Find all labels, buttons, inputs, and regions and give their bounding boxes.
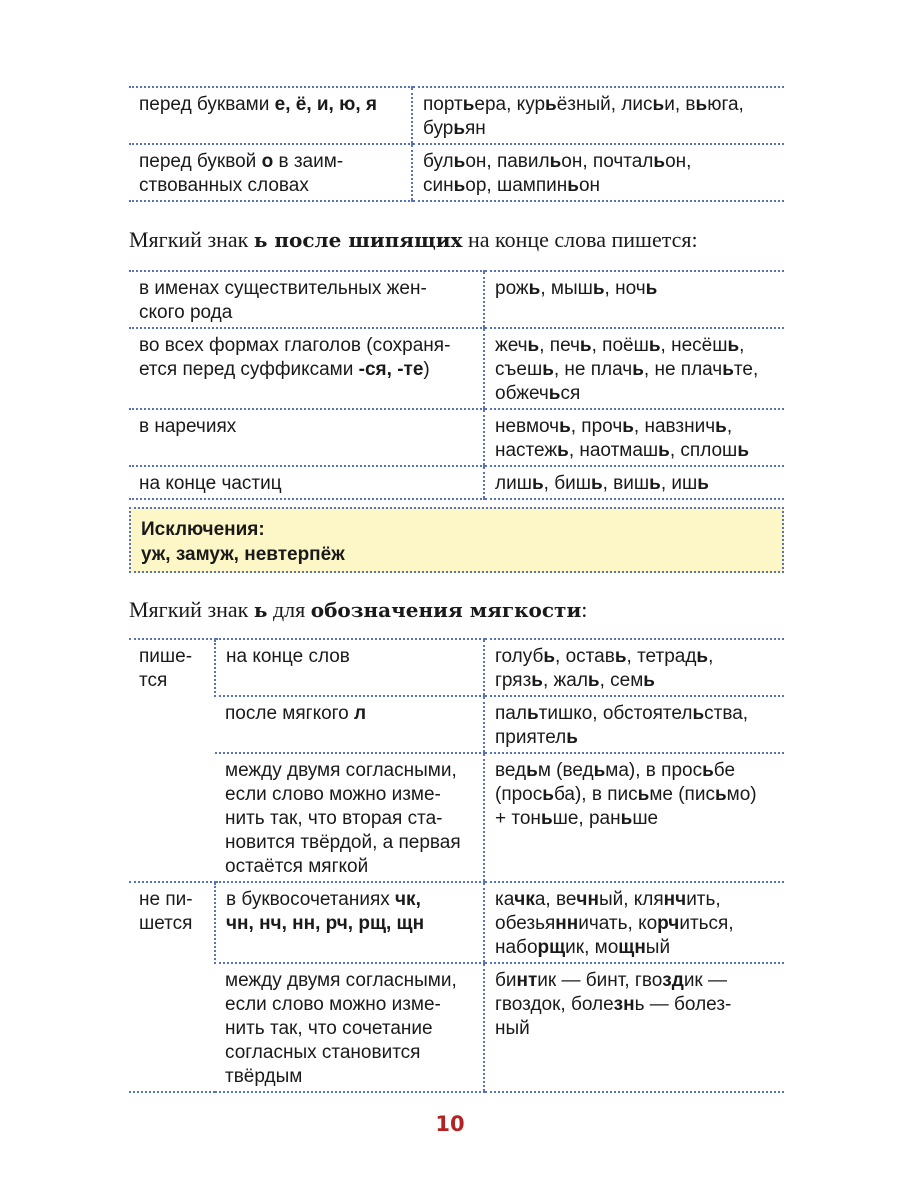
rule-condition: во всех формах глаголов (сохраня- ется перед суффиксами -ся, -те): [129, 328, 484, 409]
exceptions-box: [129, 507, 784, 573]
rule-examples: рожь, мышь, ночь: [484, 271, 784, 328]
group-label-not-written: не пи- шется: [129, 882, 215, 1092]
rule-examples: голубь, оставь, тетрадь, грязь, жаль, семь: [484, 639, 784, 696]
rule-condition: в наречиях: [129, 409, 484, 466]
table-row: [129, 639, 784, 696]
rule-examples: жечь, печь, поёшь, несёшь, съешь, не плачь, не плачьте, обжечься: [484, 328, 784, 409]
exceptions-words: уж, замуж, невтерпёж: [141, 544, 345, 565]
table-row: [129, 466, 784, 499]
rule-condition: на конце частиц: [129, 466, 484, 499]
rule-examples: бульон, павильон, почтальон, синьор, шампиньон: [412, 144, 784, 201]
rule-examples: бинтик — бинт, гвоздик — гвоздок, болезнь — болез- ный: [484, 963, 784, 1092]
table-row: [129, 328, 784, 409]
table-row: [129, 144, 784, 201]
table-row: [129, 87, 784, 144]
section-heading-softness: Мягкий знак ь для обозначения мягкости:: [129, 597, 588, 622]
rule-condition: перед буквой о в заим- ствованных словах: [129, 144, 412, 201]
page-number: 10: [435, 1112, 465, 1136]
rule-examples: ведьм (ведьма), в просьбе (просьба), в письме (письмо) + тоньше, раньше: [484, 753, 784, 882]
exceptions-title: Исключения:: [141, 519, 265, 540]
table-row: [129, 409, 784, 466]
soft-sign-softness-table: [129, 638, 784, 1093]
group-label-written: пише- тся: [129, 639, 215, 882]
table-row: [129, 963, 784, 1092]
rule-condition: между двумя согласными, если слово можно изме- нить так, что вторая ста- новится твёрдой, а первая остаётся мягкой: [215, 753, 484, 882]
rule-condition: на конце слов: [215, 639, 484, 696]
rule-examples: пальтишко, обстоятельства, приятель: [484, 696, 784, 753]
rule-examples: портьера, курьёзный, лисьи, вьюга, бурьян: [412, 87, 784, 144]
soft-sign-separating-table: [129, 86, 784, 202]
rule-condition: между двумя согласными, если слово можно изме- нить так, что сочетание согласных становится твёрдым: [215, 963, 484, 1092]
rule-examples: невмочь, прочь, навзничь, настежь, наотмашь, сплошь: [484, 409, 784, 466]
rule-examples: качка, вечный, клянчить, обезьянничать, корчиться, наборщик, мощный: [484, 882, 784, 963]
rule-condition: в буквосочетаниях чк, чн, нч, нн, рч, рщ, щн: [215, 882, 484, 963]
table-row: [129, 882, 784, 963]
section-heading-after-sibilants: Мягкий знак ь после шипящих на конце слова пишется:: [129, 227, 698, 252]
soft-sign-after-sibilants-table: [129, 270, 784, 500]
table-row: [129, 753, 784, 882]
table-row: [129, 696, 784, 753]
rule-condition: перед буквами е, ё, и, ю, я: [129, 87, 412, 144]
rule-condition: после мягкого л: [215, 696, 484, 753]
rule-examples: лишь, бишь, вишь, ишь: [484, 466, 784, 499]
rule-condition: в именах существительных жен- ского рода: [129, 271, 484, 328]
table-row: [129, 271, 784, 328]
